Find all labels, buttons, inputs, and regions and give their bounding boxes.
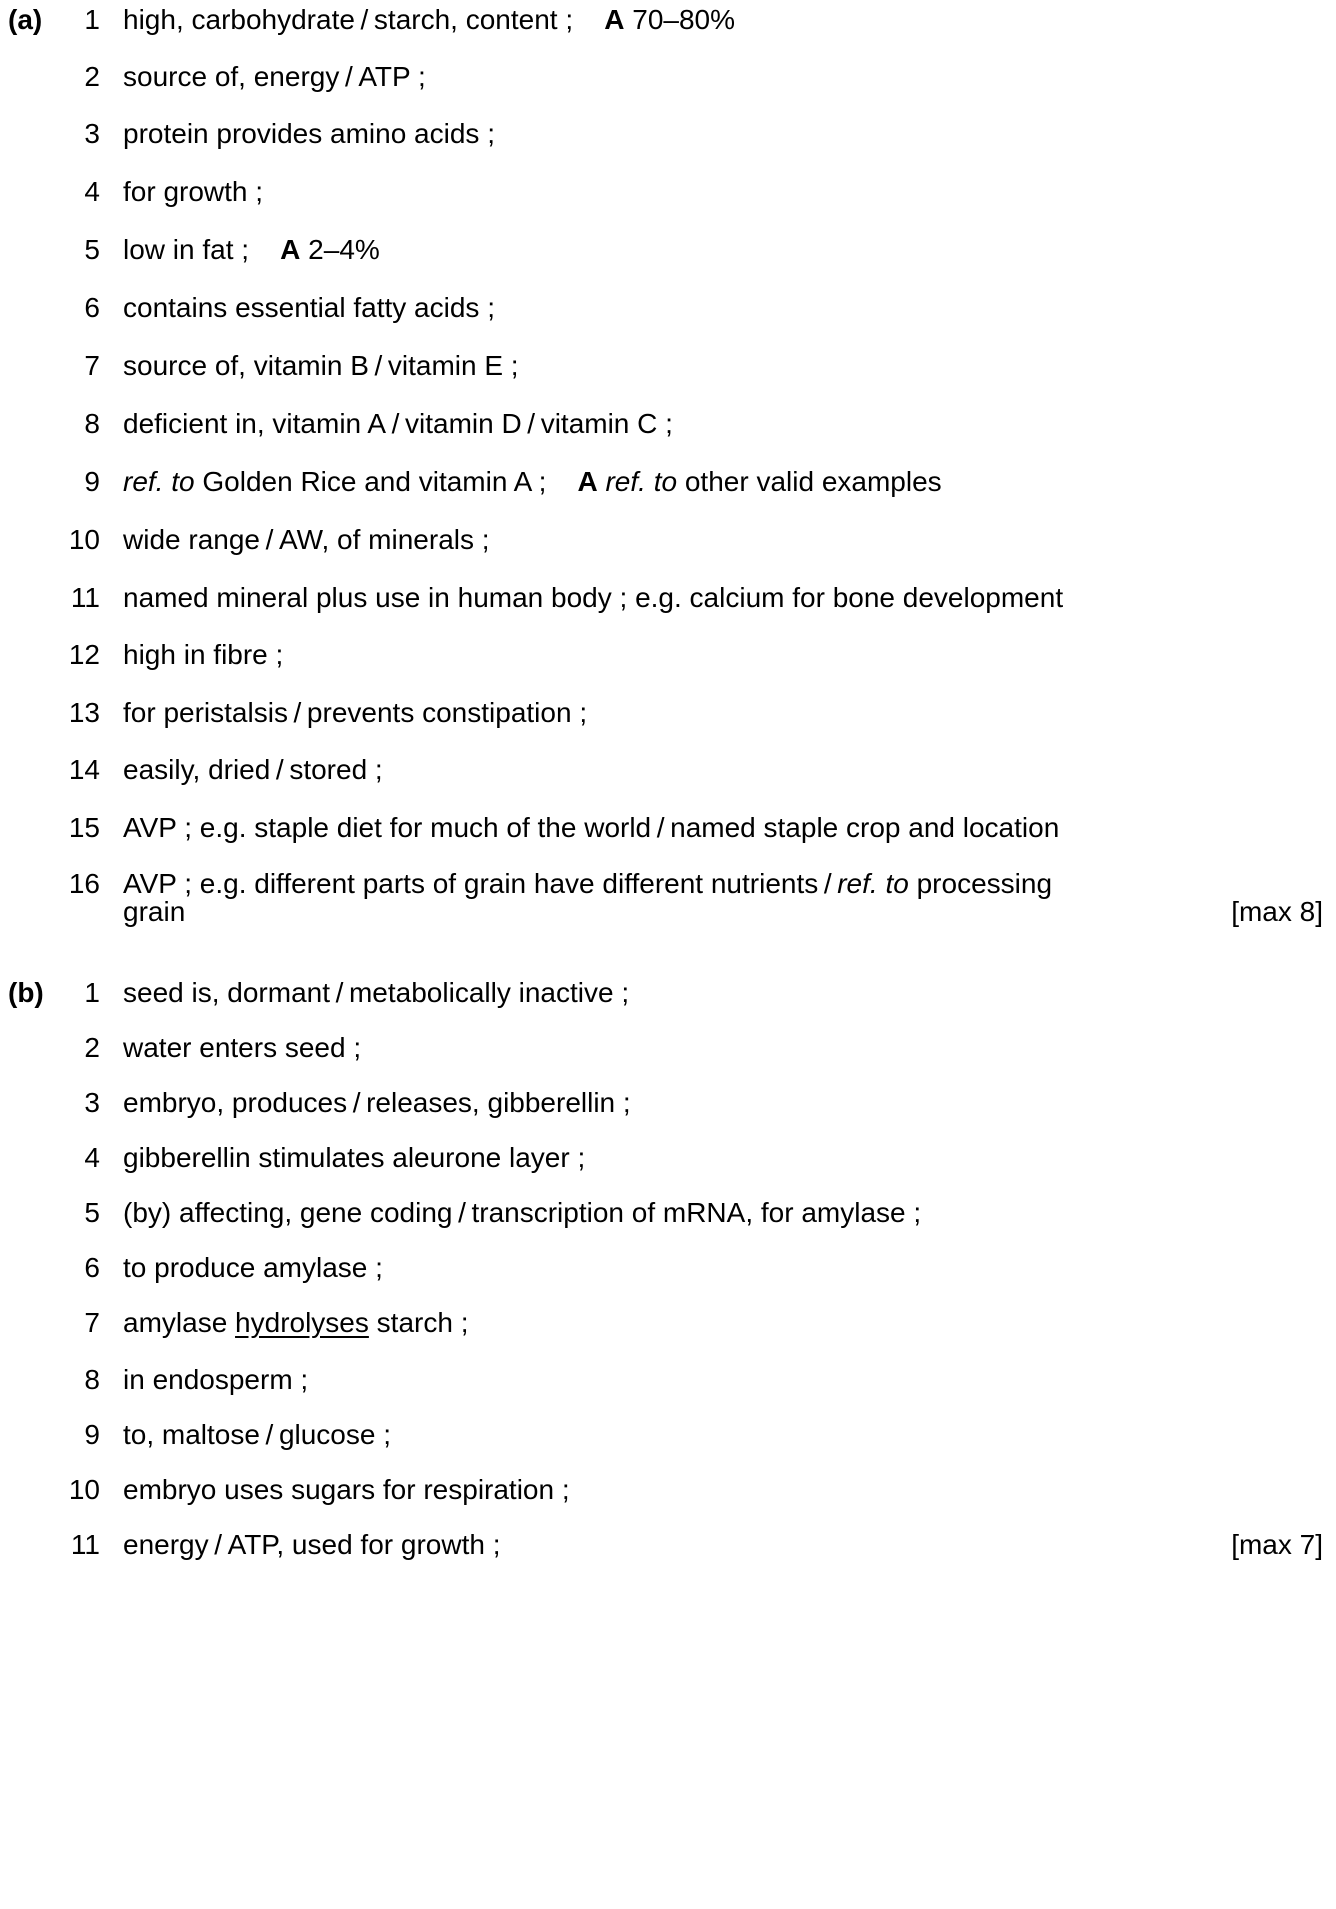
point-number: 16 <box>68 868 100 899</box>
point-text <box>123 232 380 268</box>
point-text <box>123 1140 585 1176</box>
point-number: 9 <box>84 1419 100 1450</box>
mark-point <box>0 2 1336 38</box>
point-text-segment: wide range / AW, of minerals ; <box>123 524 490 555</box>
point-text-segment: deficient in, vitamin A / vitamin D / vitamin C ; <box>123 408 673 439</box>
point-text-segment: A <box>280 234 301 265</box>
point-number: 14 <box>68 754 100 785</box>
point-text: grain <box>123 896 186 927</box>
point-text-segment: seed is, dormant / metabolically inactive ; <box>123 977 630 1008</box>
point-text-segment: source of, energy / ATP ; <box>123 61 426 92</box>
point-number: 7 <box>84 1307 100 1338</box>
point-text-segment: to, maltose / glucose ; <box>123 1419 392 1450</box>
point-text-segment: water enters seed ; <box>123 1032 362 1063</box>
point-number: 6 <box>84 292 100 323</box>
mark-point <box>0 580 1336 616</box>
point-text-segment: hydrolyses <box>235 1307 369 1338</box>
point-text <box>123 522 490 558</box>
point-number: 3 <box>84 118 100 149</box>
mark-point <box>0 1472 1336 1508</box>
mark-point <box>0 695 1336 731</box>
mark-point <box>0 1527 1336 1563</box>
point-text <box>123 174 263 210</box>
point-text-segment: 70–80% <box>624 4 736 35</box>
section-a-part-label: (a) <box>8 4 43 35</box>
point-number: 5 <box>84 1197 100 1228</box>
mark-point <box>0 116 1336 152</box>
point-number: 8 <box>84 408 100 439</box>
point-text-segment: contains essential fatty acids ; <box>123 292 495 323</box>
point-number: 11 <box>70 1529 100 1560</box>
point-text-segment: for growth ; <box>123 176 264 207</box>
point-number: 13 <box>68 697 100 728</box>
point-text <box>123 1195 921 1231</box>
point-text <box>123 2 735 38</box>
point-text <box>123 637 283 673</box>
point-text-segment: protein provides amino acids ; <box>123 118 495 149</box>
point-text-segment: ref. to <box>123 466 195 497</box>
mark-point-continuation <box>0 894 1336 930</box>
point-text <box>123 348 519 384</box>
mark-point <box>0 174 1336 210</box>
mark-point <box>0 59 1336 95</box>
point-text <box>123 580 1063 616</box>
max-marks: [max 8] <box>1231 896 1323 927</box>
mark-point <box>0 464 1336 500</box>
point-text <box>123 116 495 152</box>
point-text-segment: 2–4% <box>300 234 380 265</box>
max-marks: [max 7] <box>1231 1529 1323 1560</box>
point-text <box>123 695 587 731</box>
point-text-segment: gibberellin stimulates aleurone layer ; <box>123 1142 586 1173</box>
point-text-segment: A <box>577 466 598 497</box>
mark-point <box>0 522 1336 558</box>
point-number: 1 <box>84 4 100 35</box>
point-text <box>123 810 1059 846</box>
point-number: 6 <box>84 1252 100 1283</box>
mark-point <box>0 1030 1336 1066</box>
point-text-segment: other valid examples <box>677 466 942 497</box>
mark-point <box>0 1195 1336 1231</box>
point-number: 4 <box>84 1142 100 1173</box>
point-text <box>123 1472 570 1508</box>
point-number: 9 <box>84 466 100 497</box>
point-text-segment: (by) affecting, gene coding / transcription of mRNA, for amylase ; <box>123 1197 922 1228</box>
point-text-segment: energy / ATP, used for growth ; <box>123 1529 501 1560</box>
mark-point <box>0 1085 1336 1121</box>
point-text-segment: easily, dried / stored ; <box>123 754 383 785</box>
point-text-segment: AVP ; e.g. different parts of grain have different nutrients / <box>123 868 838 899</box>
point-text-segment: amylase <box>123 1307 236 1338</box>
point-text-segment: for peristalsis / prevents constipation ; <box>123 697 588 728</box>
point-text-segment: processing <box>908 868 1053 899</box>
point-text-segment: embryo, produces / releases, gibberellin ; <box>123 1087 631 1118</box>
point-text-segment: to produce amylase ; <box>123 1252 383 1283</box>
point-number: 8 <box>84 1364 100 1395</box>
point-number: 2 <box>84 1032 100 1063</box>
point-text <box>123 1417 391 1453</box>
mark-point <box>0 406 1336 442</box>
point-text <box>123 975 629 1011</box>
point-text-segment: ref. to <box>837 868 909 899</box>
point-text-segment: Golden Rice and vitamin A ; <box>194 466 578 497</box>
point-number: 5 <box>84 234 100 265</box>
point-text-segment: embryo uses sugars for respiration ; <box>123 1474 570 1505</box>
point-number: 15 <box>68 812 100 843</box>
point-text <box>123 1085 631 1121</box>
mark-point <box>0 810 1336 846</box>
point-text-segment: starch ; <box>368 1307 469 1338</box>
point-number: 12 <box>68 639 100 670</box>
mark-point <box>0 1362 1336 1398</box>
mark-point <box>0 1250 1336 1286</box>
point-text-segment: source of, vitamin B / vitamin E ; <box>123 350 519 381</box>
mark-point <box>0 1305 1336 1341</box>
section-b-part-label: (b) <box>8 977 44 1008</box>
point-text-segment: high in fibre ; <box>123 639 284 670</box>
point-text-segment: ref. to <box>605 466 678 497</box>
point-number: 10 <box>68 1474 100 1505</box>
point-text <box>123 59 426 95</box>
point-text-segment: high, carbohydrate / starch, content ; <box>123 4 605 35</box>
point-number: 4 <box>84 176 100 207</box>
point-text <box>123 406 673 442</box>
point-text-segment: named mineral plus use in human body ; e.g. calcium for bone development <box>123 582 1064 613</box>
point-text-segment: A <box>604 4 625 35</box>
point-text-segment: low in fat ; <box>123 234 281 265</box>
point-text-segment: AVP ; e.g. staple diet for much of the world / named staple crop and location <box>123 812 1060 843</box>
point-number: 7 <box>84 350 100 381</box>
mark-point <box>0 752 1336 788</box>
point-text <box>123 1527 500 1563</box>
point-text <box>123 464 942 500</box>
mark-point <box>0 232 1336 268</box>
point-text <box>123 1250 383 1286</box>
mark-point <box>0 637 1336 673</box>
mark-point <box>0 290 1336 326</box>
point-number: 10 <box>68 524 100 555</box>
point-text <box>123 1305 468 1341</box>
point-text <box>123 1362 308 1398</box>
point-text-segment: in endosperm ; <box>123 1364 309 1395</box>
mark-point <box>0 1417 1336 1453</box>
mark-point <box>0 975 1336 1011</box>
point-text <box>123 290 495 326</box>
point-number: 2 <box>84 61 100 92</box>
point-number: 1 <box>84 977 100 1008</box>
point-number: 3 <box>84 1087 100 1118</box>
point-text <box>123 752 383 788</box>
point-number: 11 <box>70 582 100 613</box>
mark-point <box>0 1140 1336 1176</box>
mark-point <box>0 348 1336 384</box>
point-text <box>123 1030 361 1066</box>
